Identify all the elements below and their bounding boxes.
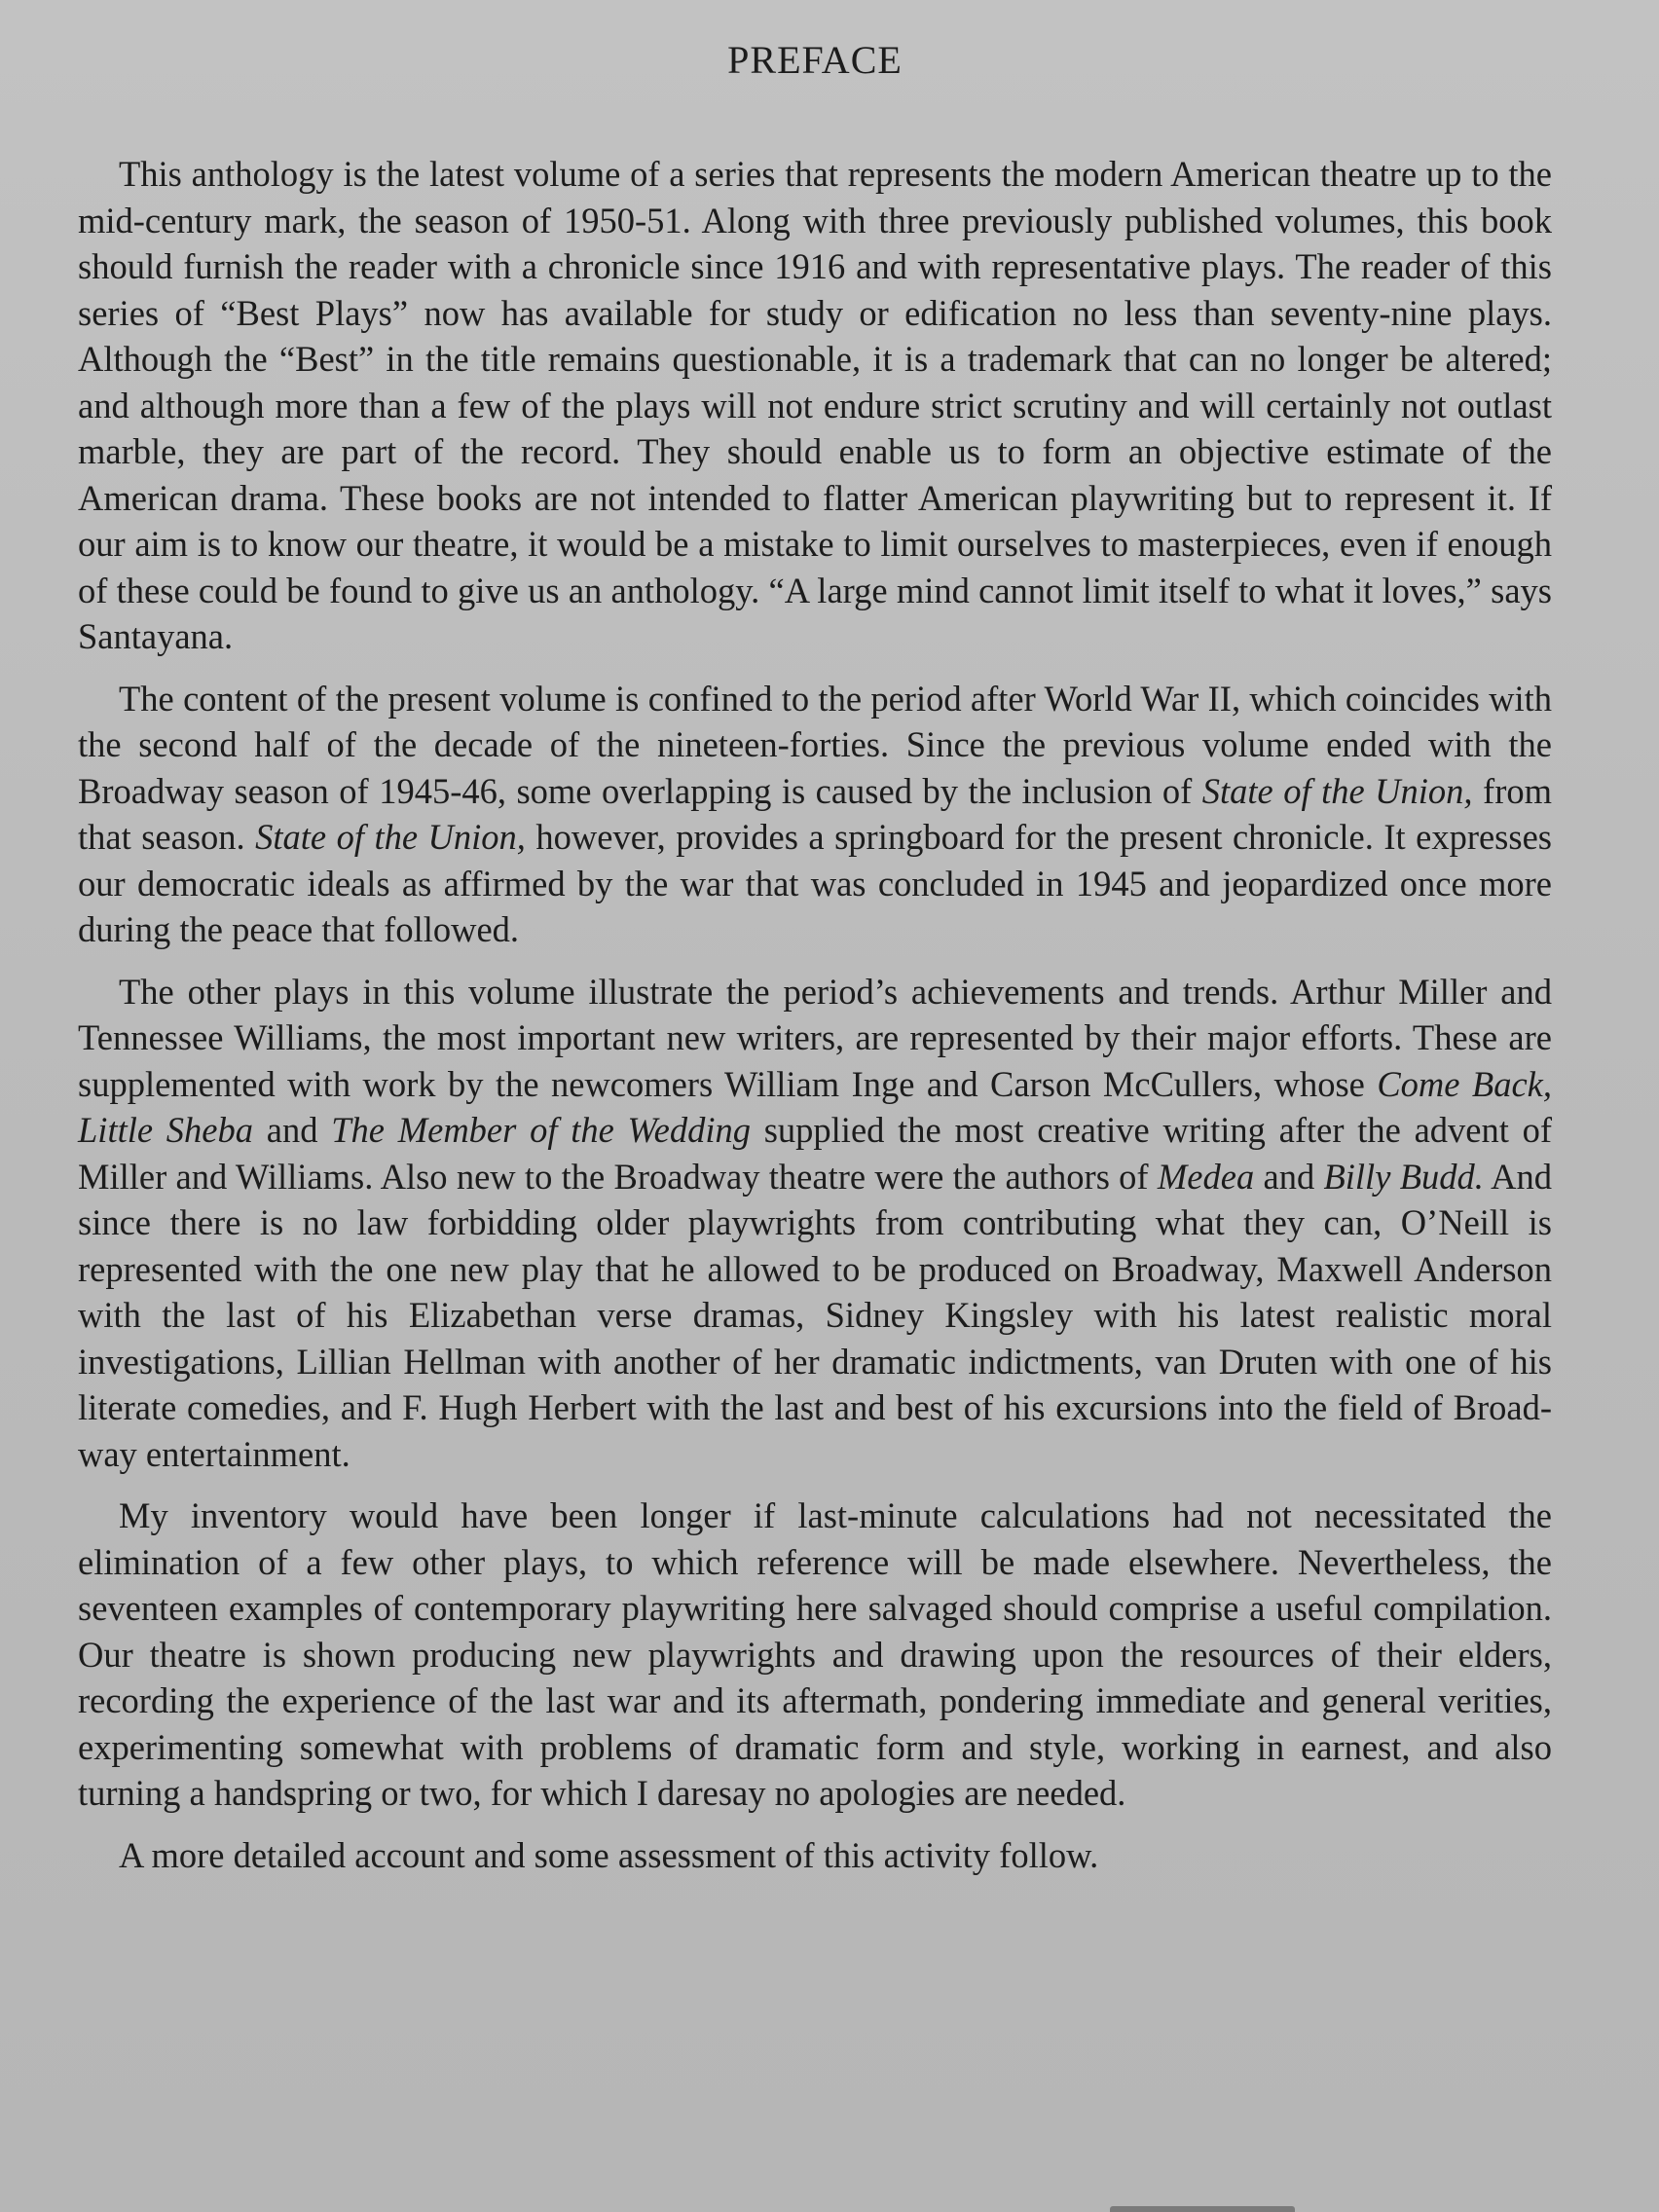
page-title: PREFACE	[727, 38, 903, 82]
paragraph-4	[78, 1493, 1552, 1817]
text-run: supplied the most creative writing after the advent of Miller and Williams. Also new to the Broadway theatre were the authors of	[78, 1110, 1553, 1197]
paragraph-5	[78, 1832, 1552, 1879]
next-page-edge	[1110, 2206, 1295, 2212]
text-run: This anthology is the latest volume of a series that represents the modern American theatre up to the mid-century mark, the season of 1950-51. Along with three previously published volumes, this book should furnish the reader with a chronicle since 1916 and with representative plays. The reader of this series of “Best Plays” now has available for study or edification no less than seventy-nine plays. Although the “Best” in the title remains questionable, it is a trademark that can no longer be altered; and although more than a few of the plays will not endure strict scrutiny and will certainly not outlast marble, they are part of the record. They should enable us to form an objective estimate of the American drama. These books are not intended to flatter American playwriting but to represent it. If our aim is to know our theatre, it would be a mistake to limit ourselves to masterpieces, even if enough of these could be found to give us an anthology. “A large mind cannot limit itself to what it loves,” says Santayana.	[78, 154, 1552, 656]
italic-title-run: The Member of the Wedding	[331, 1110, 751, 1150]
text-run: The content of the present volume is confined to the period after World War II, which coincides with the second half of the decade of the nineteen-forties. Since the previous volume ended with the Broadway season of 1945-46, some overlapping is caused by the inclusion of	[78, 678, 1552, 811]
paragraph-3	[78, 969, 1552, 1478]
italic-title-run: State of the Union,	[1201, 770, 1473, 811]
text-run: My inventory would have been longer if last-minute calculations had not necessitated the elimination of a few other plays, to which reference will be made elsewhere. Nevertheless, the seventeen examples of contemporary playwriting here salvaged should comprise a useful compilation. Our theatre is shown producing new playwrights and drawing upon the resources of their elders, recording the experience of the last war and its aftermath, pondering immediate and general verities, experimenting somewhat with problems of dramatic form and style, working in earnest, and also turning a handspring or two, for which I daresay no apologies are needed.	[78, 1495, 1552, 1813]
text-run: And since there is no law forbidding older playwrights from contributing what they can, O’Neill is represented with the one new play that he allowed to be produced on Broadway, Maxwell Anderson with the last of his Elizabethan verse dramas, Sidney Kingsley with his latest realistic moral investigations, Lillian Hellman with another of her dramatic indictments, van Druten with one of his literate comedies, and F. Hugh Herbert with the last and best of his excursions into the field of Broadway entertainment.	[78, 1156, 1553, 1474]
text-run: The other plays in this volume illustrate the period’s achievements and trends. Arthur Miller and Tennessee Williams, the most important new writers, are represented by their major efforts. These are supplemented with work by the newcomers William Inge and Carson McCullers, whose	[78, 971, 1552, 1104]
paragraph-1	[78, 151, 1552, 660]
text-run: and	[253, 1110, 332, 1150]
paragraph-2	[78, 676, 1552, 953]
italic-title-run: Come Back, Little Sheba	[78, 1063, 1552, 1150]
text-run: however, provides a springboard for the present chronicle. It expresses our democratic ideals as affirmed by the war that was concluded in 1945 and jeopardized once more during the peace that followed.	[78, 817, 1552, 949]
text-run: from that season.	[78, 770, 1552, 857]
italic-title-run: Medea	[1157, 1156, 1255, 1197]
italic-title-run: Billy Budd.	[1323, 1156, 1484, 1197]
text-run: and	[1254, 1156, 1324, 1197]
body-text	[78, 151, 1552, 1878]
text-run: A more detailed account and some assessment of this activity follow.	[119, 1834, 1099, 1875]
italic-title-run: State of the Union,	[255, 817, 526, 857]
